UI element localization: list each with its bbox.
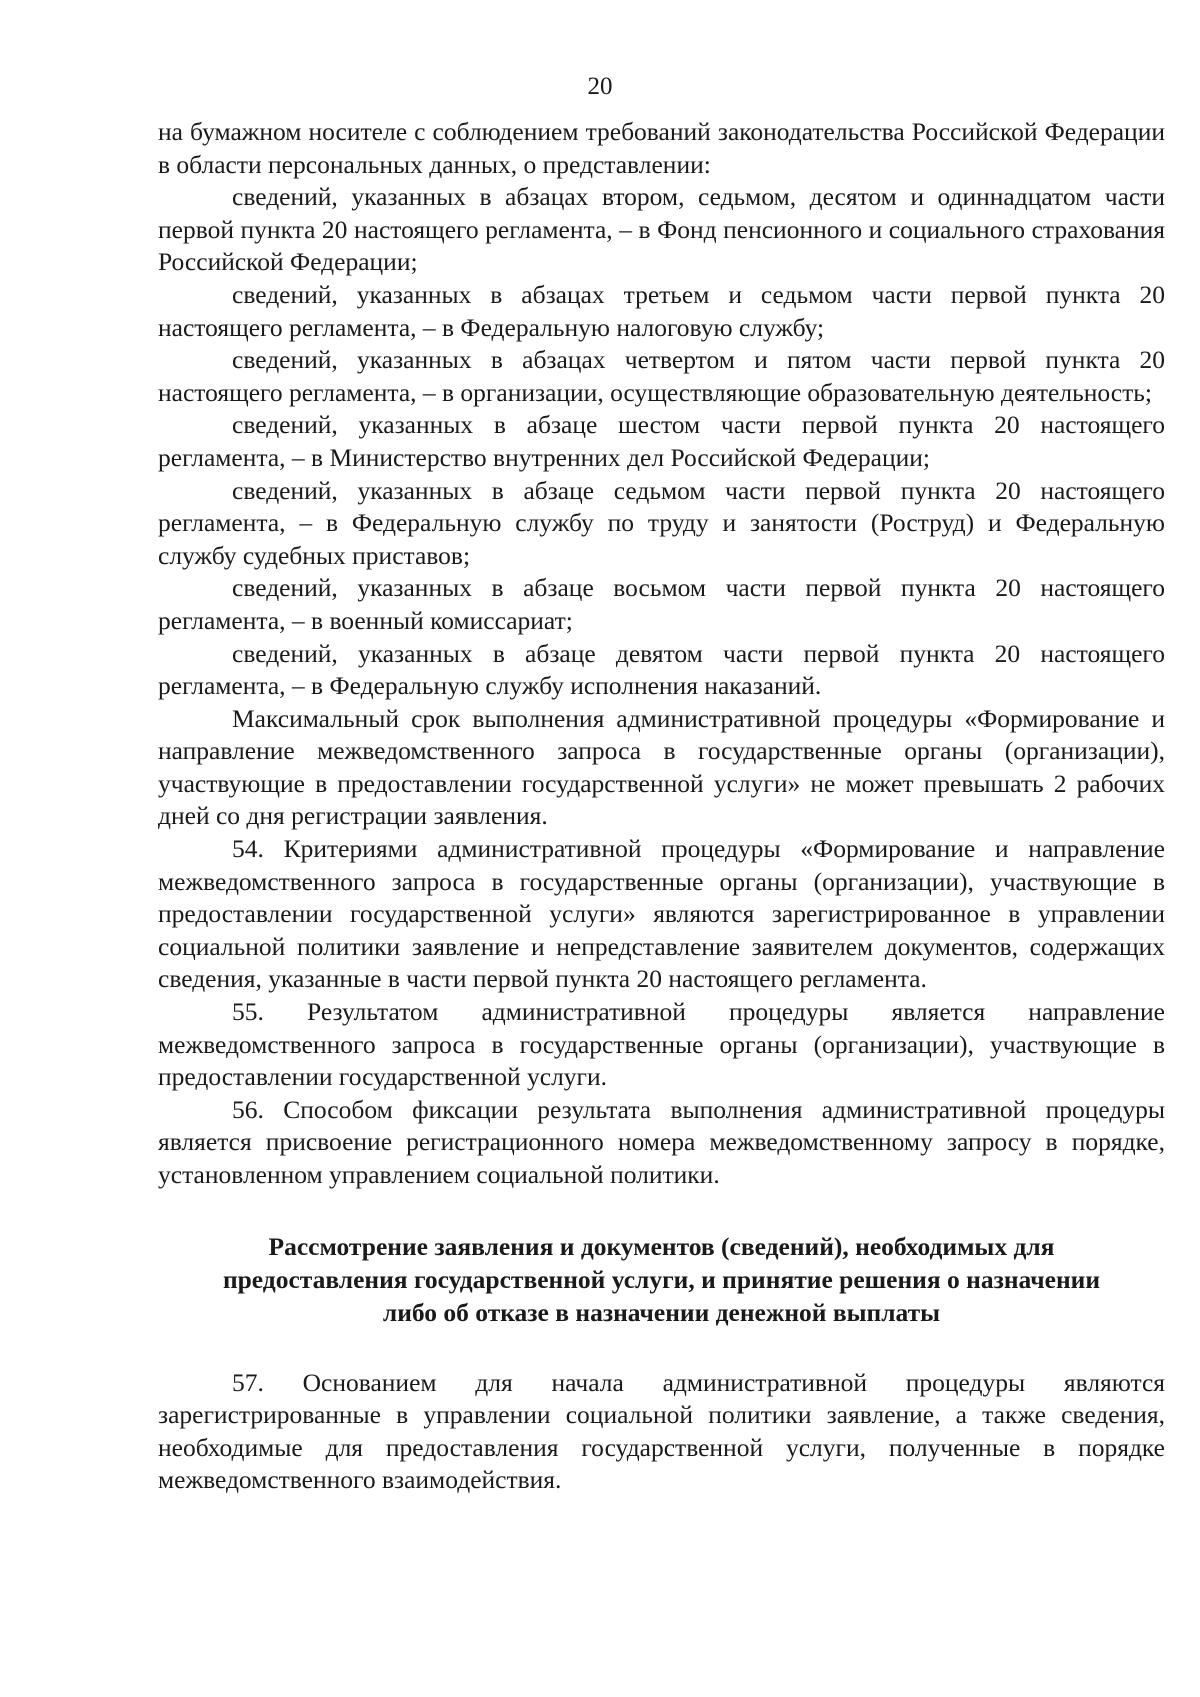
document-body <box>158 116 1165 1497</box>
page-number: 20 <box>587 73 613 100</box>
paragraph: сведений, указанных в абзаце седьмом части первой пункта 20 настоящего регламента, – в Федеральную службу по труду и занятости (Роструд) и Федеральную службу судебных приставов; <box>158 475 1165 570</box>
paragraph-56: 56. Способом фиксации результата выполнения административной процедуры является присвоение регистрационного номера межведомственному запросу в порядке, установленном управлением социальной политики. <box>158 1094 1165 1189</box>
paragraph-55: 55. Результатом административной процедуры является направление межведомственного запроса в государственные органы (организации), участвующие в предоставлении государственной услуги. <box>158 997 1165 1092</box>
section-title <box>158 1230 1165 1329</box>
paragraph: Максимальный срок выполнения административной процедуры «Формирование и направление межведомственного запроса в государственные органы (организации), участвующие в предоставлении государственной услуги» не может превышать 2 рабочих дней со дня регистрации заявления. <box>158 703 1165 831</box>
paragraph: сведений, указанных в абзаце девятом части первой пункта 20 настоящего регламента, – в Федеральную службу исполнения наказаний. <box>158 638 1165 701</box>
section-title-line: либо об отказе в назначении денежной выплаты <box>382 1297 941 1327</box>
paragraph: сведений, указанных в абзаце шестом части первой пункта 20 настоящего регламента, – в Министерство внутренних дел Российской Федерации; <box>158 410 1165 472</box>
paragraph: сведений, указанных в абзаце восьмом части первой пункта 20 настоящего регламента, – в военный комиссариат; <box>158 573 1165 635</box>
section-title-line: предоставления государственной услуги, и принятие решения о назначении <box>222 1264 1101 1294</box>
section-title-line: Рассмотрение заявления и документов (сведений), необходимых для <box>268 1231 1055 1261</box>
paragraph-54: 54. Критериями административной процедуры «Формирование и направление межведомственного запроса в государственные органы (организации), участвующие в предоставлении государственной услуги» являются зарегистрированное в управлении социальной политики заявление и непредставление заявителем документов, содержащих сведения, указанные в части первой пункта 20 настоящего регламента. <box>158 834 1165 994</box>
paragraph-57: 57. Основанием для начала административной процедуры являются зарегистрированные в управлении социальной политики заявление, а также сведения, необходимые для предоставления государственной услуги, полученные в порядке межведомственного взаимодействия. <box>158 1367 1165 1495</box>
paragraph: сведений, указанных в абзацах третьем и седьмом части первой пункта 20 настоящего регламента, – в Федеральную налоговую службу; <box>158 279 1165 342</box>
paragraph: сведений, указанных в абзацах четвертом и пятом части первой пункта 20 настоящего регламента, – в организации, осуществляющие образовательную деятельность; <box>158 345 1165 407</box>
paragraph: сведений, указанных в абзацах втором, седьмом, десятом и одиннадцатом части первой пункта 20 настоящего регламента, – в Фонд пенсионного и социального страхования Российской Федерации; <box>158 182 1165 277</box>
paragraph: на бумажном носителе с соблюдением требований законодательства Российской Федерации в области персональных данных, о представлении: <box>158 117 1165 179</box>
